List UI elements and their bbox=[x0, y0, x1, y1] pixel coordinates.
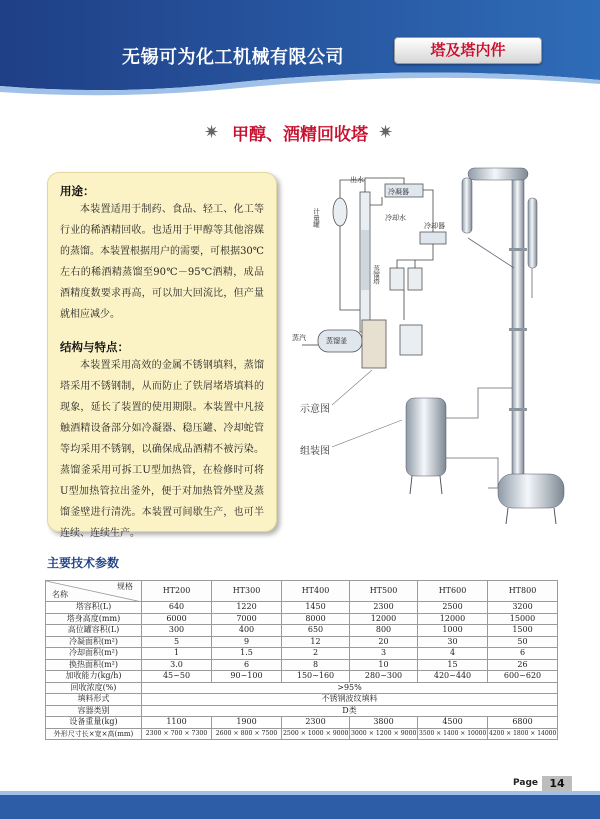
row-label: 塔容积(L) bbox=[46, 602, 142, 614]
table-cell: 4500 bbox=[418, 717, 488, 729]
table-cell: 3500 × 1400 × 10000 bbox=[418, 728, 488, 740]
model-header: HT800 bbox=[488, 581, 558, 602]
table-cell: 不锈钢波纹填料 bbox=[142, 694, 558, 706]
table-cell: 6 bbox=[488, 648, 558, 660]
table-cell: 400 bbox=[212, 625, 282, 637]
header-band bbox=[0, 0, 600, 96]
row-label: 回收浓度(%) bbox=[46, 682, 142, 694]
row-label: 设备重量(kg) bbox=[46, 717, 142, 729]
row-label: 换热面积(m²) bbox=[46, 659, 142, 671]
corner-top-label: 规格 bbox=[117, 582, 133, 591]
table-cell: 1 bbox=[142, 648, 212, 660]
table-row bbox=[46, 717, 558, 729]
table-cell: 3200 bbox=[488, 602, 558, 614]
caption-schematic: 示意图 bbox=[300, 404, 330, 415]
table-cell: 420~440 bbox=[418, 671, 488, 683]
table-cell: 2 bbox=[282, 648, 350, 660]
usage-text: 本装置适用于制药、食品、轻工、化工等行业的稀酒精回收。也适用于甲醇等其他溶媒的蒸馏。本装置根据用户的需要，可根据30℃左右的稀酒精蒸馏至90℃－95℃酒精，成品酒精度数要求再高，可以加大回流比，但产量就相应减少。 bbox=[60, 204, 264, 320]
features-text: 本装置采用高效的金属不锈钢填料，蒸馏塔采用不锈钢制，从而防止了铁屑堵塔填料的现象，延长了装置的使用期限。本装置中凡接触酒精设备部分如冷凝器、稳压罐、冷却蛇管等均采用不锈钢，以确保成品酒精不被污染。蒸馏釜采用可拆工U型加热管，在检修时可将U型加热管拉出釜外，便于对加热管外壁及蒸馏釜壁进行清洗。本装置可间歇生产，也可半连续、连续生产。 bbox=[60, 360, 264, 539]
table-corner-cell bbox=[46, 581, 142, 602]
page-number: 14 bbox=[542, 776, 572, 792]
table-cell: 1450 bbox=[282, 602, 350, 614]
label-condenser: 冷凝器 bbox=[388, 188, 409, 196]
table-cell: 20 bbox=[350, 636, 418, 648]
table-row bbox=[46, 648, 558, 660]
table-cell: 3 bbox=[350, 648, 418, 660]
label-cooler: 冷却器 bbox=[424, 222, 445, 230]
table-cell: 600~620 bbox=[488, 671, 558, 683]
table-cell: 8 bbox=[282, 659, 350, 671]
table-cell: 4 bbox=[418, 648, 488, 660]
row-label: 高位罐容积(L) bbox=[46, 625, 142, 637]
table-cell: 1100 bbox=[142, 717, 212, 729]
table-row bbox=[46, 613, 558, 625]
label-column: 蒸馏塔 bbox=[372, 265, 380, 285]
table-cell: 2300 bbox=[282, 717, 350, 729]
star-icon: ✷ bbox=[378, 122, 394, 143]
footer-background bbox=[0, 785, 600, 819]
label-steam: 蒸汽 bbox=[292, 334, 306, 342]
table-cell: 4200 × 1800 × 14000 bbox=[488, 728, 558, 740]
table-cell: 3800 bbox=[350, 717, 418, 729]
table-cell: 1.5 bbox=[212, 648, 282, 660]
table-cell: 1000 bbox=[418, 625, 488, 637]
table-cell: 300 bbox=[142, 625, 212, 637]
specs-title: 主要技术参数 bbox=[47, 556, 120, 570]
model-header: HT500 bbox=[350, 581, 418, 602]
table-cell: 150~160 bbox=[282, 671, 350, 683]
footer-band bbox=[0, 785, 600, 819]
description-panel bbox=[47, 172, 277, 539]
category-tab[interactable]: 塔及塔内件 bbox=[394, 37, 542, 64]
row-label: 塔身高度(mm) bbox=[46, 613, 142, 625]
table-cell: 2300 × 700 × 7300 bbox=[142, 728, 212, 740]
table-cell: 6000 bbox=[142, 613, 212, 625]
table-cell: 7000 bbox=[212, 613, 282, 625]
table-cell: 5 bbox=[142, 636, 212, 648]
table-cell: 9 bbox=[212, 636, 282, 648]
table-cell: 6 bbox=[212, 659, 282, 671]
table-header-row bbox=[46, 581, 558, 602]
caption-leaders bbox=[332, 360, 412, 450]
model-header: HT200 bbox=[142, 581, 212, 602]
row-label: 冷却面积(m²) bbox=[46, 648, 142, 660]
table-cell: 2300 bbox=[350, 602, 418, 614]
row-label: 填料形式 bbox=[46, 694, 142, 706]
table-cell: 12 bbox=[282, 636, 350, 648]
table-cell: 2500 bbox=[418, 602, 488, 614]
caption-assembly: 组装图 bbox=[300, 446, 330, 457]
star-icon: ✷ bbox=[204, 122, 220, 143]
table-cell: 640 bbox=[142, 602, 212, 614]
row-label: 冷凝面积(m²) bbox=[46, 636, 142, 648]
table-row bbox=[46, 728, 558, 740]
table-cell: 3.0 bbox=[142, 659, 212, 671]
table-cell: D类 bbox=[142, 705, 558, 717]
table-row bbox=[46, 602, 558, 614]
row-label: 加收能力(kg/h) bbox=[46, 671, 142, 683]
table-cell: 90~100 bbox=[212, 671, 282, 683]
model-header: HT600 bbox=[418, 581, 488, 602]
table-row bbox=[46, 705, 558, 717]
table-cell: 650 bbox=[282, 625, 350, 637]
table-cell: 1500 bbox=[488, 625, 558, 637]
table-row bbox=[46, 625, 558, 637]
usage-heading: 用途： bbox=[60, 184, 95, 198]
company-name: 无锡可为化工机械有限公司 bbox=[122, 47, 344, 68]
table-cell: 26 bbox=[488, 659, 558, 671]
assembly-drawing bbox=[398, 158, 568, 530]
label-kettle: 蒸馏釜 bbox=[326, 337, 347, 345]
label-meter-tank: 计量罐 bbox=[312, 208, 320, 228]
page-label: Page bbox=[513, 778, 538, 788]
table-cell: 2500 × 1000 × 9000 bbox=[282, 728, 350, 740]
table-cell: 15000 bbox=[488, 613, 558, 625]
table-cell: 12000 bbox=[418, 613, 488, 625]
table-cell: 45~50 bbox=[142, 671, 212, 683]
table-cell: 15 bbox=[418, 659, 488, 671]
table-cell: 12000 bbox=[350, 613, 418, 625]
table-row bbox=[46, 659, 558, 671]
row-label: 外形尺寸长×宽×高(mm) bbox=[46, 728, 142, 740]
table-cell: 1900 bbox=[212, 717, 282, 729]
table-row bbox=[46, 682, 558, 694]
table-cell: 10 bbox=[350, 659, 418, 671]
table-cell: 2600 × 800 × 7500 bbox=[212, 728, 282, 740]
table-cell: 30 bbox=[418, 636, 488, 648]
table-row bbox=[46, 671, 558, 683]
row-label: 容器类别 bbox=[46, 705, 142, 717]
table-cell: 3000 × 1200 × 9000 bbox=[350, 728, 418, 740]
label-water-out: 出水 bbox=[350, 176, 364, 184]
table-cell: 8000 bbox=[282, 613, 350, 625]
features-heading: 结构与特点： bbox=[60, 340, 129, 354]
table-cell: 6800 bbox=[488, 717, 558, 729]
table-cell: 50 bbox=[488, 636, 558, 648]
meter-tank bbox=[333, 198, 347, 226]
table-row bbox=[46, 636, 558, 648]
table-cell: 1220 bbox=[212, 602, 282, 614]
table-row bbox=[46, 694, 558, 706]
table-cell: >95% bbox=[142, 682, 558, 694]
model-header: HT400 bbox=[282, 581, 350, 602]
corner-bottom-label: 名称 bbox=[52, 590, 68, 599]
label-cool-water: 冷却水 bbox=[385, 214, 406, 222]
page-title: 甲醇、酒精回收塔 bbox=[232, 125, 368, 145]
table-cell: 280~300 bbox=[350, 671, 418, 683]
table-cell: 800 bbox=[350, 625, 418, 637]
model-header: HT300 bbox=[212, 581, 282, 602]
specs-table bbox=[45, 580, 558, 740]
